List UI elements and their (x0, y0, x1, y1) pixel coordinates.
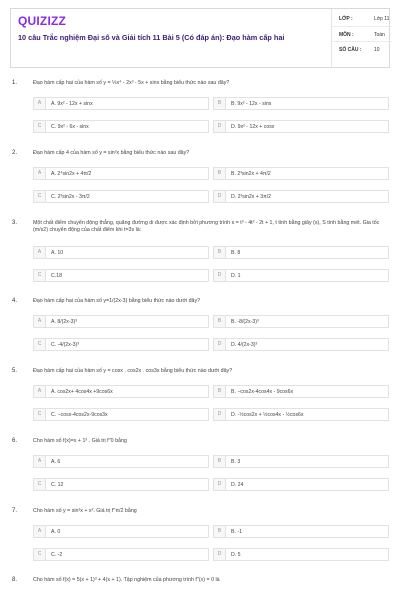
option-text: C. -4/(2x-3)³ (51, 342, 79, 348)
option-letter: A (34, 98, 46, 109)
option-text: C. 12 (51, 482, 64, 488)
meta-class-label: LỚP : (339, 16, 353, 22)
option-letter: B (214, 247, 226, 258)
option-b[interactable] (213, 385, 389, 398)
option-text: D. 9x² - 12x + cosx (231, 124, 275, 130)
option-text: D. 2³sin2x + 3π/2 (231, 194, 272, 200)
question-number: 4. (12, 298, 18, 304)
option-letter: A (34, 247, 46, 258)
option-letter: B (214, 526, 226, 537)
option-text: B. 9x² - 12x - sinx (231, 101, 272, 107)
worksheet-header (10, 8, 390, 68)
option-text: B. 2³sin2x + 4π/2 (231, 171, 271, 177)
question-number: 5. (12, 368, 18, 374)
option-text: D. 1 (231, 273, 241, 279)
option-c[interactable] (33, 338, 209, 351)
option-text: A. 0 (51, 529, 61, 535)
option-text: B. 3 (231, 459, 241, 465)
option-text: B. -8/(2x-3)³ (231, 319, 259, 325)
option-c[interactable] (33, 548, 209, 561)
question-text: Đạo hàm cấp hai của hàm số y = cosx . cos2x . cos3x bằng biểu thức nào dưới đây? (33, 368, 233, 374)
worksheet-title: 10 câu Trắc nghiệm Đại số và Giải tích 11 Bài 5 (Có đáp án): Đạo hàm cấp hai (18, 33, 285, 42)
question-number: 8. (12, 577, 18, 583)
option-a[interactable] (33, 97, 209, 110)
question-number: 6. (12, 438, 18, 444)
option-text: C. 9x² - 6x - sinx (51, 124, 89, 130)
option-letter: C (34, 121, 46, 132)
option-text: A. 6 (51, 459, 61, 465)
option-letter: B (214, 168, 226, 179)
quizizz-logo[interactable]: QUIZIZZ (18, 14, 67, 28)
option-letter: A (34, 386, 46, 397)
option-c[interactable] (33, 478, 209, 491)
option-text: D. -½cos2x + ½cos4x - ½cos6x (231, 412, 304, 418)
option-letter: A (34, 456, 46, 467)
option-a[interactable] (33, 455, 209, 468)
option-letter: C (34, 339, 46, 350)
option-b[interactable] (213, 525, 389, 538)
option-text: B. 8 (231, 250, 241, 256)
option-text: D. 5 (231, 552, 241, 558)
option-letter: C (34, 191, 46, 202)
option-c[interactable] (33, 190, 209, 203)
option-d[interactable] (213, 478, 389, 491)
option-letter: D (214, 191, 226, 202)
question-text: Cho hàm số f(x) = 5(x + 1)³ + 4(x + 1). Tập nghiệm của phương trình f''(x) = 0 là (33, 577, 220, 583)
option-letter: D (214, 270, 226, 281)
question-text: Một chất điểm chuyển động thẳng, quãng đường di được xác định bởi phương trình s = t³ - 4t² - 2t + 1, t tính bằng giây (s), S tính bằng mét. Gia tốc (m/s2) chuyển động của chất điểm khi t=3s là: (33, 220, 380, 233)
option-text: C. 2³sin2x - 3π/2 (51, 194, 90, 200)
option-a[interactable] (33, 315, 209, 328)
worksheet-meta (331, 9, 391, 68)
option-text: A. cos2x+ 4cos4x +9cos6x (51, 389, 113, 395)
option-text: A. 9x² - 12x + sinx (51, 101, 93, 107)
meta-subject-label: MÔN : (339, 32, 354, 38)
option-letter: B (214, 316, 226, 327)
question-text: Cho hàm số y = sin³x + x². Giá trị f''π/2 bằng (33, 508, 137, 514)
question-number: 2. (12, 150, 18, 156)
option-letter: C (34, 549, 46, 560)
option-letter: D (214, 549, 226, 560)
question-text: Đạo hàm cấp 4 của hàm số y = sin²x bằng biểu thức nào sau đây? (33, 150, 190, 156)
option-d[interactable] (213, 548, 389, 561)
option-a[interactable] (33, 385, 209, 398)
option-letter: B (214, 98, 226, 109)
option-a[interactable] (33, 167, 209, 180)
option-text: C.18 (51, 273, 62, 279)
option-letter: D (214, 121, 226, 132)
option-d[interactable] (213, 408, 389, 421)
option-d[interactable] (213, 338, 389, 351)
meta-class (332, 11, 392, 25)
option-letter: C (34, 270, 46, 281)
option-letter: A (34, 316, 46, 327)
option-letter: C (34, 479, 46, 490)
option-text: A. 8/(2x-3)³ (51, 319, 77, 325)
option-letter: C (34, 409, 46, 420)
option-b[interactable] (213, 455, 389, 468)
meta-subject-value: Toán (374, 32, 385, 38)
option-text: D. 24 (231, 482, 244, 488)
option-a[interactable] (33, 525, 209, 538)
question-number: 1. (12, 80, 18, 86)
option-letter: A (34, 526, 46, 537)
question-text: Cho hàm số f(x)=x + 1³ . Giá trị f''0 bằng (33, 438, 127, 444)
option-letter: B (214, 456, 226, 467)
question-number: 7. (12, 508, 18, 514)
option-letter: B (214, 386, 226, 397)
option-text: B. -1 (231, 529, 242, 535)
option-d[interactable] (213, 120, 389, 133)
option-a[interactable] (33, 246, 209, 259)
option-b[interactable] (213, 167, 389, 180)
option-text: C. -2 (51, 552, 63, 558)
option-b[interactable] (213, 97, 389, 110)
meta-subject (332, 26, 392, 40)
option-c[interactable] (33, 120, 209, 133)
option-letter: A (34, 168, 46, 179)
option-d[interactable] (213, 190, 389, 203)
option-b[interactable] (213, 246, 389, 259)
option-letter: D (214, 339, 226, 350)
meta-count (332, 41, 392, 55)
option-text: D. 4/(2x-3)³ (231, 342, 258, 348)
question-text: Đạo hàm cấp hai của hàm số y = ⅓x⁴ - 2x³ - 5x + sinx bằng biểu thức nào sau đây? (33, 80, 230, 86)
option-letter: D (214, 479, 226, 490)
option-text: A. 10 (51, 250, 64, 256)
option-c[interactable] (33, 408, 209, 421)
option-letter: D (214, 409, 226, 420)
option-text: C. −cosx-4cos2x-9cos3x (51, 412, 108, 418)
question-text: Đạo hàm cấp hai của hàm số y=1/(2x-3) bằng biểu thức nào dưới đây? (33, 298, 201, 304)
option-d[interactable] (213, 269, 389, 282)
question-number: 3. (12, 220, 18, 226)
meta-class-value: Lớp 11 (374, 16, 390, 22)
option-text: B. −cos2x-4cos4x - 9cos6x (231, 389, 294, 395)
meta-count-value: 10 (374, 47, 380, 53)
option-text: A. 2⁴sin2x + 4π/2 (51, 171, 92, 177)
meta-count-label: SỐ CÂU : (339, 47, 362, 53)
option-c[interactable] (33, 269, 209, 282)
option-b[interactable] (213, 315, 389, 328)
